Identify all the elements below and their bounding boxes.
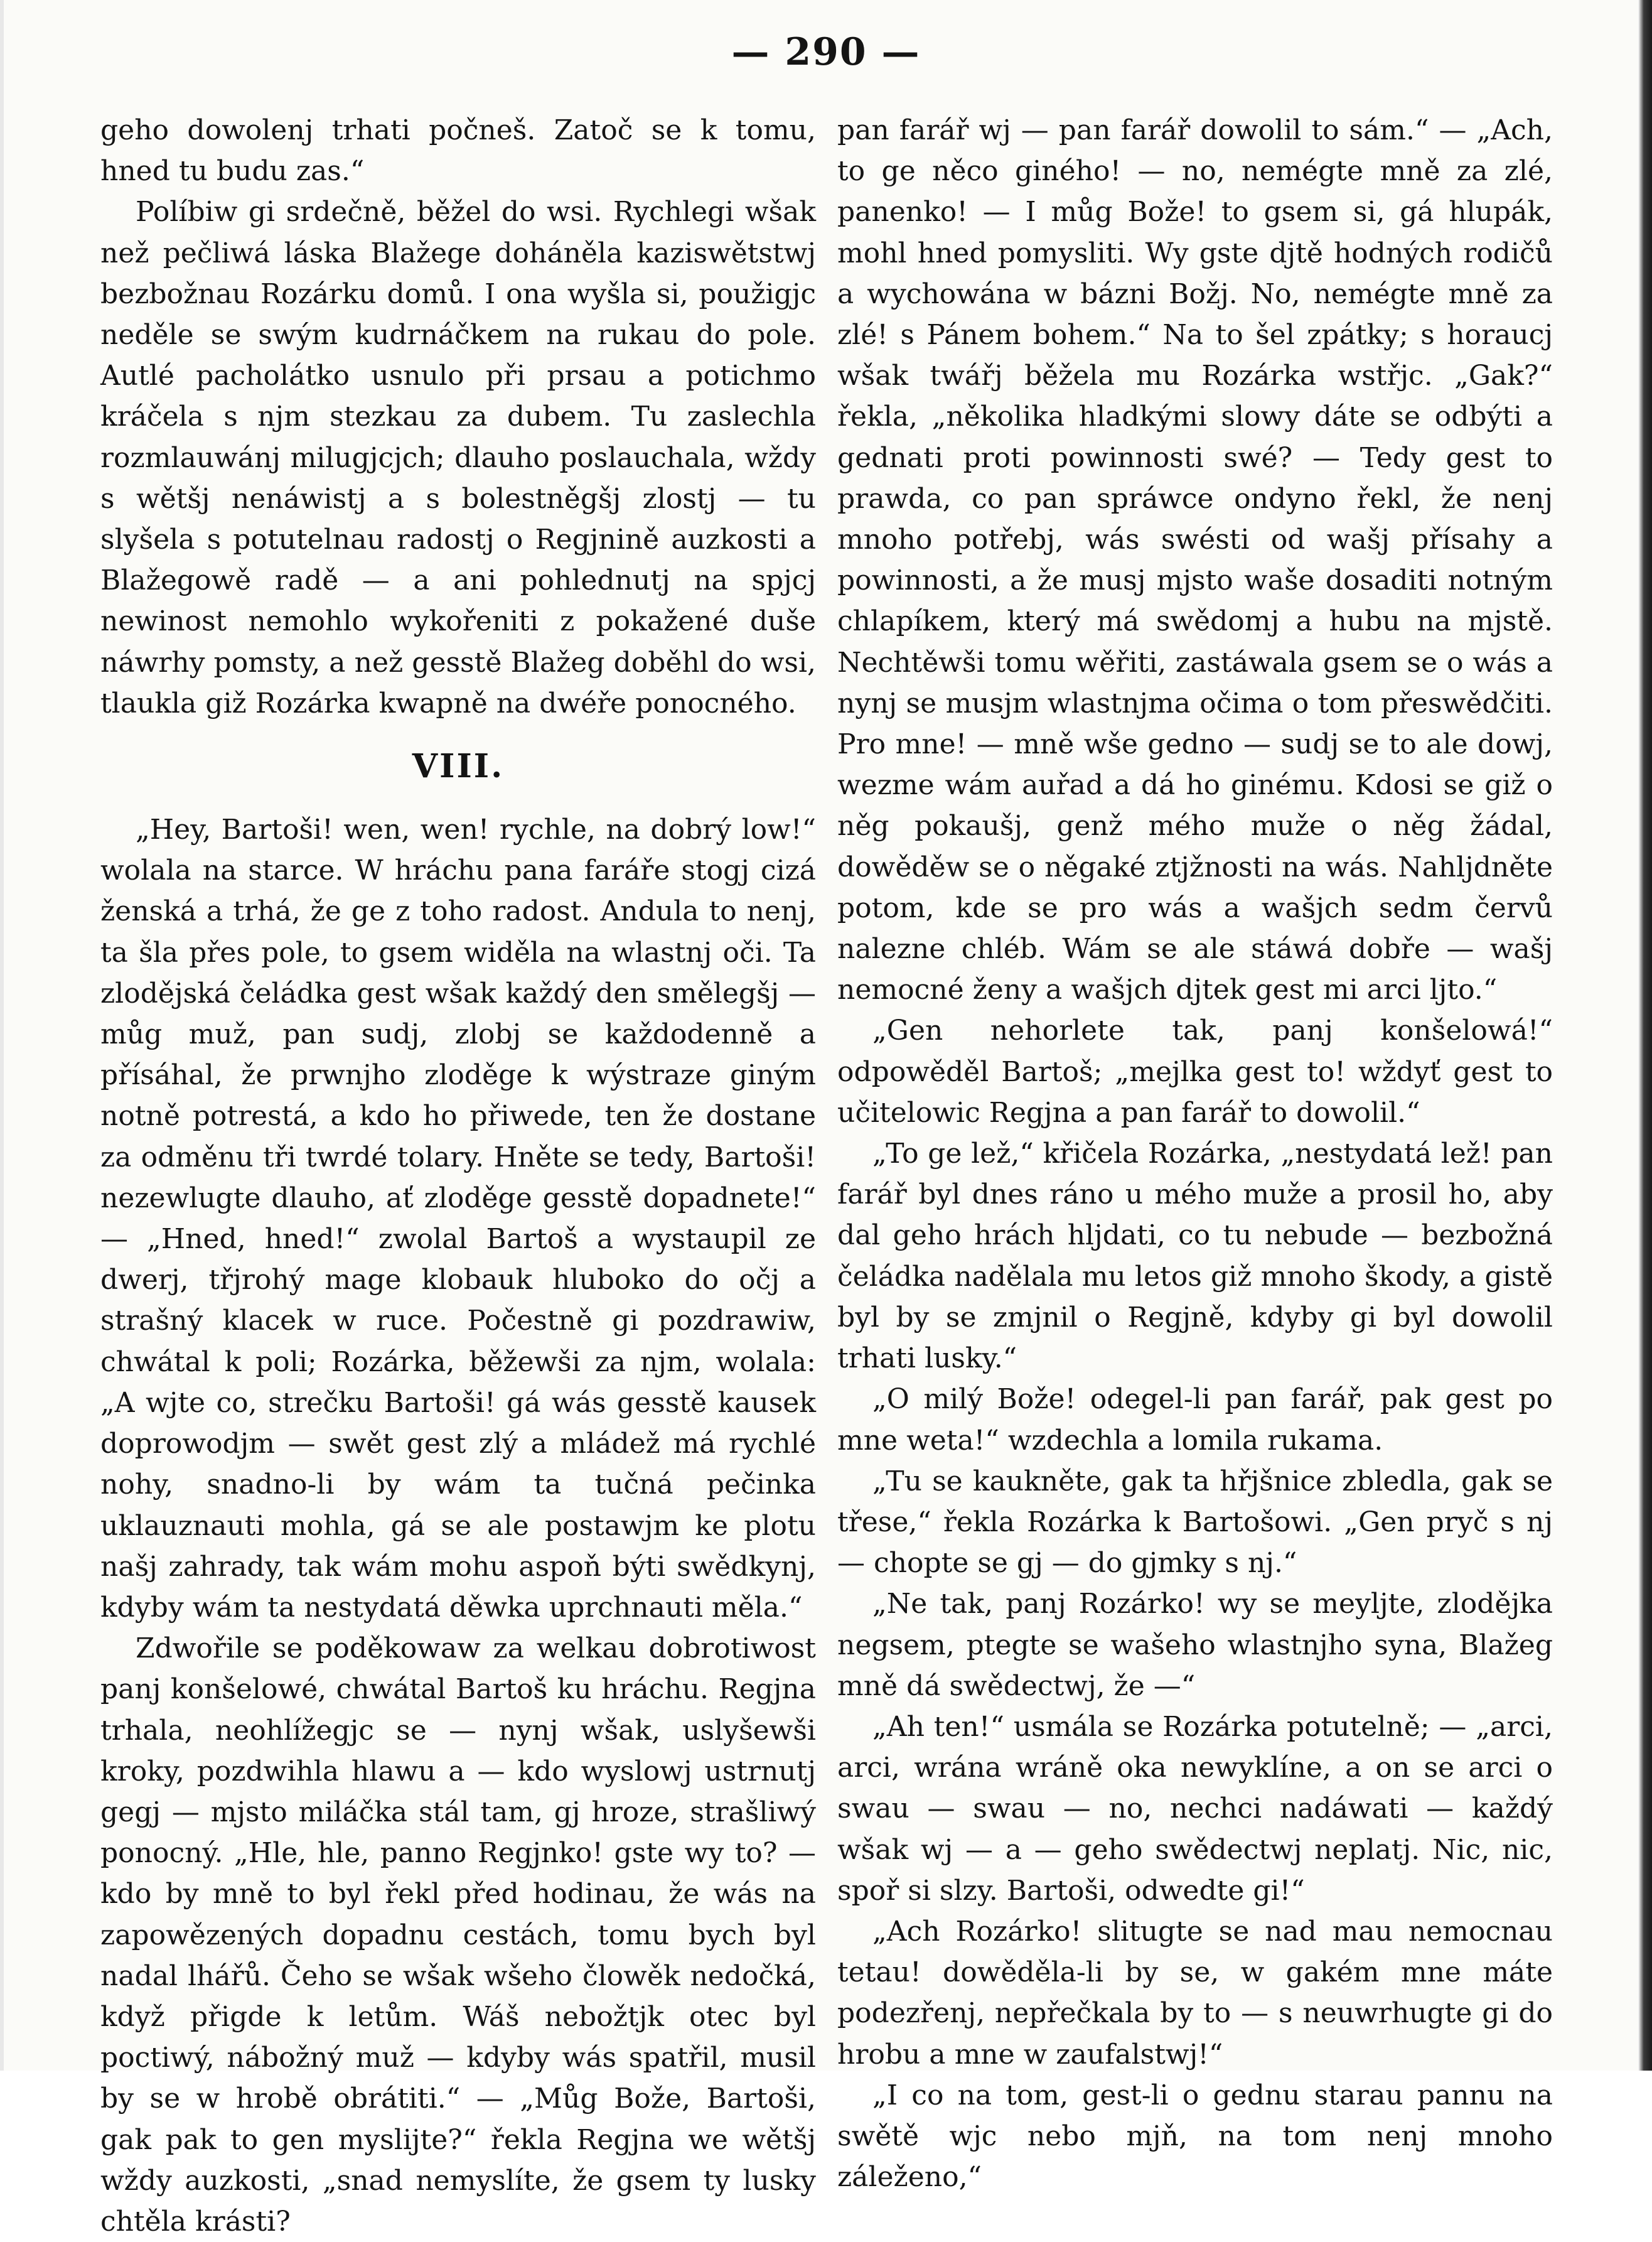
- paragraph: „Tu se kaukněte, gak ta hřjšnice zbledla, gak se třese,“ řekla Rozárka k Bartošowi. „Gen pryč s nj — chopte se gj — do gjmky s nj.“: [837, 1465, 1553, 1580]
- paragraph: „Ah ten!“ usmála se Rozárka potutelně; — „arci, arci, wrána wráně oka newyklíne, a on se arci o swau — swau — no, nechci nadáwati — každý wšak wj — a — geho swědectwj neplatj. Nic, nic, spoř si slzy. Bartoši, odwedte gi!“: [837, 1710, 1553, 1907]
- paragraph: „I co na tom, gest-li o gednu starau pannu na swětě wjc nebo mjň, na tom nenj mnoho záleženo,“: [837, 2079, 1553, 2194]
- paragraph: „Ne tak, panj Rozárko! wy se meyljte, zlodějka negsem, ptegte se wašeho wlastnjho syna, Blažeg mně dá swědectwj, že —“: [837, 1588, 1553, 1702]
- paragraph: Zdwořile se poděkowaw za welkau dobrotiwost panj konšelowé, chwátal Bartoš ku hráchu. Regjna trhala, neohlížegjc se — nynj wšak, uslyšewši kroky, pozdwihla hlawu a — kdo wyslowj ustrnutj gegj — mjsto miláčka stál tam, gj hroze, strašliwý ponocný. „Hle, hle, panno Regjnko! gste wy to? — kdo by mně to byl řekl před hodinau, že wás na zapowězených dopadnu cestách, tomu bych byl nadal lhářů. Čeho se wšak wšeho člowěk nedočká, když přigde k letům. Wáš nebožtjk otec byl poctiwý, nábožný muž — kdyby wás spatřil, musil by se w hrobě obrátiti.“ — „Můg Bože, Bartoši, gak pak to gen myslijte?“ řekla Regjna we wětšj wždy auzkosti, „snad nemyslíte, že gsem ty lusky chtěla krásti?: [100, 1632, 816, 2238]
- paragraph: pan farář wj — pan farář dowolil to sám.“ — „Ach, to ge něco giného! — no, nemégte mně za zlé, panenko! — I můg Bože! to gsem si, gá hlupák, mohl hned pomysliti. Wy gste djtě hodných rodičů a wychowána w bázni Božj. No, nemégte mně za zlé! s Pánem bohem.“ Na to šel zpátky; s horaucj wšak twářj běžela mu Rozárka wstřjc. „Gak?“ řekla, „několika hladkými slowy dáte se odbýti a gednati proti powinnosti swé? — Tedy gest to prawda, co pan spráwce ondyno řekl, že nenj mnoho potřebj, wás swésti od wašj přísahy a powinnosti, a že musj mjsto waše dosaditi notným chlapíkem, který má swědomj a hubu na mjstě. Nechtěwši tomu wěřiti, zastáwala gsem se o wás a nynj se musjm wlastnjma očima o tom přeswědčiti. Pro mne! — mně wše gedno — sudj se to ale dowj, wezme wám auřad a dá ho ginému. Kdosi se giž o něg pokaušj, genž mého muže o něg žádal, dowěděw se o něgaké ztjžnosti na wás. Nahljdněte potom, kde se pro wás a wašjch sedm červů nalezne chléb. Wám se ale stáwá dobře — wašj nemocné ženy a wašjch djtek gest mi arci ljto.“: [837, 114, 1553, 1006]
- page-number: — 290 —: [731, 30, 921, 74]
- page-left-edge: [0, 0, 4, 2071]
- paragraph: geho dowolenj trhati počneš. Zatoč se k tomu, hned tu budu zas.“: [100, 114, 816, 188]
- paragraph: „To ge lež,“ křičela Rozárka, „nestydatá lež! pan farář byl dnes ráno u mého muže a prosil ho, aby dal geho hrách hljdati, co tu nebude — bezbožná čeládka nadělala mu letos giž mnoho škody, a gistě byl by se zmjnil o Regjně, kdyby gi byl dowolil trhati lusky.“: [837, 1138, 1553, 1375]
- paragraph: „Gen nehorlete tak, panj konšelowá!“ odpowěděl Bartoš; „mejlka gest to! wždyť gest to učitelowic Regjna a pan farář to dowolil.“: [837, 1015, 1553, 1129]
- paragraph: „Hey, Bartoši! wen, wen! rychle, na dobrý low!“ wolala na starce. W hráchu pana faráře stogj cizá ženská a trhá, že ge z toho radost. Andula to nenj, ta šla přes pole, to gsem widěla na wlastnj oči. Ta zlodějská čeládka gest wšak každý den smělegšj — můg muž, pan sudj, zlobj se každodenně a přísáhal, že prwnjho zloděge k wýstraze giným notně potrestá, a kdo ho přiwede, ten že dostane za odměnu tři twrdé tolary. Hněte se tedy, Bartoši! nezewlugte dlauho, ať zloděge gesstě dopadnete!“ — „Hned, hned!“ zwolal Bartoš a wystaupil ze dwerj, třjrohý mage klobauk hluboko do očj a strašný klacek w ruce. Počestně gi pozdrawiw, chwátal k poli; Rozárka, běžewši za njm, wolala: „A wjte co, strečku Bartoši! gá wás gesstě kausek doprowodjm — swět gest zlý a mládež má rychlé nohy, snadno-li by wám ta tučná pečinka uklauznauti mohla, gá se ale postawjm ke plotu našj zahrady, tak wám mohu aspoň býti swědkynj, kdyby wám ta nestydatá děwka uprchnauti měla.“: [100, 814, 816, 1624]
- chapter-heading: VIII.: [412, 747, 505, 786]
- paragraph: Políbiw gi srdečně, běžel do wsi. Rychlegi wšak než pečliwá láska Blažege doháněla kaziswětstwj bezbožnau Rozárku domů. I ona wyšla si, použigjc neděle se swým kudrnáčkem na rukau do pole. Autlé pacholátko usnulo při prsau a potichmo kráčela s njm stezkau za dubem. Tu zaslechla rozmlauwánj milugjcjch; dlauho poslauchala, wždy s wětšj nenáwistj a s bolestněgšj zlostj — tu slyšela s potutelnau radostj o Regjnině auzkosti a Blažegowě radě — a ani pohlednutj na spjcj newinost nemohlo wykořeniti z pokažené duše náwrhy pomsty, a než gesstě Blažeg doběhl do wsi, tlaukla giž Rozárka kwapně na dwéře ponocného.: [100, 196, 816, 719]
- paragraph: „O milý Bože! odegel-li pan farář, pak gest po mne weta!“ wzdechla a lomila rukama.: [837, 1383, 1553, 1457]
- right-column: [837, 110, 1553, 2197]
- paragraph: „Ach Rozárko! slitugte se nad mau nemocnau tetau! dowěděla-li by se, w gakém mne máte podezřenj, nepřečkala by to — s neuwrhugte gi do hrobu a mne w zaufalstwj!“: [837, 1915, 1553, 2071]
- left-column: [100, 110, 816, 2242]
- page-right-edge-shadow: [1638, 0, 1652, 2071]
